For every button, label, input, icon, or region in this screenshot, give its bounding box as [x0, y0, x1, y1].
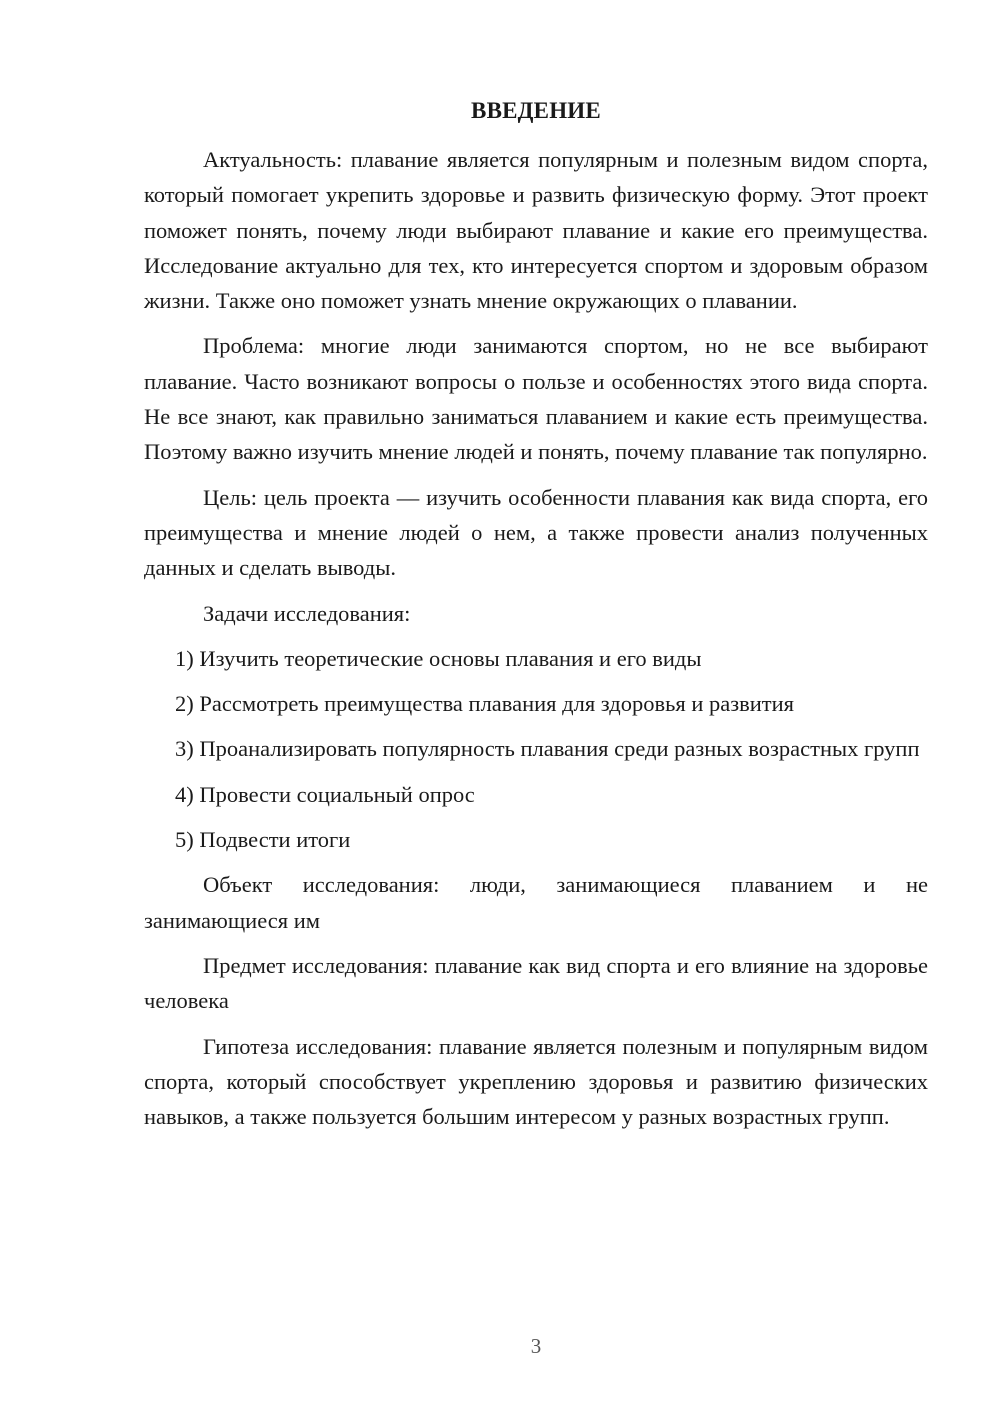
- paragraph-object: Объект исследования: люди, занимающиеся плаванием и не занимающиеся им: [144, 872, 928, 933]
- task-item-2: 2) Рассмотреть преимущества плавания для здоровья и развития: [175, 691, 795, 717]
- paragraph-problem: Проблема: многие люди занимаются спортом, но не все выбирают плавание. Часто возникают вопросы о пользе и особенностях этого вида спорта. Не все знают, как правильно заниматься плаванием и какие есть преимущества. Поэтому важно изучить мнение людей и понять, почему плавание так популярно.: [144, 333, 928, 465]
- page-title: ВВЕДЕНИЕ: [471, 98, 601, 123]
- task-item-1: 1) Изучить теоретические основы плавания и его виды: [175, 645, 702, 671]
- paragraph-relevance: Актуальность: плавание является популярным и полезным видом спорта, который помогает укрепить здоровье и развить физическую форму. Этот проект поможет понять, почему люди выбирают плавание и какие его преимущества. Исследование актуально для тех, кто интересуется спортом и здоровым образом жизни. Также оно поможет узнать мнение окружающих о плавании.: [144, 147, 928, 314]
- paragraph-goal: Цель: цель проекта — изучить особенности плавания как вида спорта, его преимущества и мнение людей о нем, а также провести анализ полученных данных и сделать выводы.: [144, 484, 928, 581]
- paragraph-hypothesis: Гипотеза исследования: плавание является полезным и популярным видом спорта, который способствует укреплению здоровья и развитию физических навыков, а также пользуется большим интересом у разных возрастных групп.: [144, 1033, 928, 1130]
- paragraph-subject: Предмет исследования: плавание как вид спорта и его влияние на здоровье человека: [144, 952, 928, 1014]
- page-number: 3: [530, 1334, 542, 1358]
- paragraph-tasks-heading: Задачи исследования:: [203, 600, 411, 626]
- document-body: [144, 142, 928, 1144]
- task-item-5: 5) Подвести итоги: [175, 827, 351, 853]
- task-item-3: 3) Проанализировать популярность плавания среди разных возрастных групп: [175, 736, 920, 762]
- task-item-4: 4) Провести социальный опрос: [175, 781, 475, 807]
